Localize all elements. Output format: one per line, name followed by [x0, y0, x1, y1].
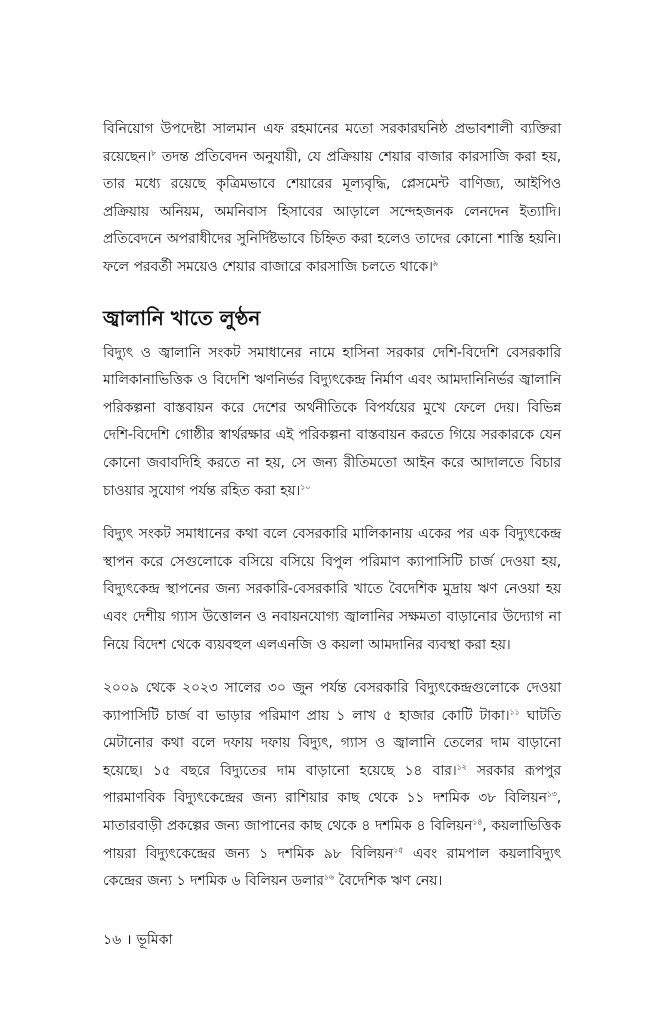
paragraph — [103, 116, 561, 282]
paragraph-text: ২০০৯ থেকে ২০২৩ সালের ৩০ জুন পর্যন্ত বেসরকারি বিদ্যুৎকেন্দ্রগুলোকে দেওয়া ক্যাপাসিটি চার্জ বা ভাড়ার পরিমাণ প্রায় ১ লাখ ৫ হাজার কোটি টাকা। — [103, 680, 561, 724]
footnote-ref: ১০ — [300, 481, 311, 491]
paragraph-text: , কয়লাভিত্তিক পায়রা বিদ্যুৎকেন্দ্রের জন্য ১ দশমিক ৯৮ বিলিয়ন — [103, 818, 561, 862]
paragraph — [103, 675, 561, 896]
footnote-ref: ১২ — [456, 762, 467, 772]
paragraph — [103, 340, 561, 506]
page-body — [103, 116, 561, 896]
footer-separator: । — [126, 932, 132, 948]
footnote-ref: ১৫ — [393, 845, 404, 854]
paragraph-text: বিদ্যুৎ সংকট সমাধানের কথা বলে বেসরকারি মালিকানায় একের পর এক বিদ্যুৎকেন্দ্র স্থাপন করে সেগুলোকে বসিয়ে বসিয়ে বিপুল পরিমাণ ক্যাপাসিটি চার্জ দেওয়া হয়, বিদ্যুৎকেন্দ্র স্থাপনের জন্য সরকারি-বেসরকারি খাতে বৈদেশিক মুদ্রায় ঋণ নেওয়া হয় এবং দেশীয় গ্যাস উত্তোলন ও নবায়নযোগ্য জ্বালানির সক্ষমতা বাড়ানোর উদ্যোগ না নিয়ে বিদেশ থেকে ব্যয়বহুল এলএনজি ও কয়লা আমদানির ব্যবস্থা করা হয়। — [103, 526, 561, 653]
page-footer — [103, 928, 173, 952]
footnote-ref: ৯ — [432, 258, 438, 268]
page-number: ১৬ — [103, 932, 122, 948]
footnote-ref: ১৩ — [546, 789, 557, 799]
paragraph-text: সরকার রূপপুর পারমাণবিক বিদ্যুৎকেন্দ্রের জন্য রাশিয়ার কাছ থেকে ১১ দশমিক ৩৮ বিলিয়ন — [103, 762, 561, 807]
footnote-ref: ১১ — [509, 707, 520, 717]
footnote-ref: ১৬ — [323, 872, 334, 882]
footnote-ref: ৮ — [151, 147, 157, 157]
section-heading: জ্বালানি খাতে লুণ্ঠন — [103, 305, 261, 330]
paragraph-text: বিদ্যুৎ ও জ্বালানি সংকট সমাধানের নামে হাসিনা সরকার দেশি-বিদেশি বেসরকারি মালিকানাভিত্তিক ও বিদেশি ঋণনির্ভর বিদ্যুৎকেন্দ্র নির্মাণ এবং আমদানিনির্ভর জ্বালানি পরিকল্পনা বাস্তবায়ন করে দেশের অর্থনীতিকে বিপর্যয়ের মুখে ফেলে দেয়। বিভিন্ন দেশি-বিদেশি গোষ্ঠীর স্বার্থরক্ষার এই পরিকল্পনা বাস্তবায়ন করতে গিয়ে সরকারকে যেন কোনো জবাবদিহি করতে না হয়, সে জন্য রীতিমতো আইন করে আদালতে বিচার চাওয়ার সুযোগ পর্যন্ত রহিত করা হয়। — [103, 344, 561, 499]
paragraph — [103, 521, 561, 659]
paragraph-text: ঘাটতি মেটানোর কথা বলে দফায় দফায় বিদ্যুৎ, গ্যাস ও জ্বালানি তেলের দাম বাড়ানো হয়েছে। ১৫ বছরে বিদ্যুতের দাম বাড়ানো হয়েছে ১৪ বার। — [103, 707, 561, 779]
footnote-ref: ১৪ — [472, 817, 483, 827]
paragraph-text: এবং রামপাল কয়লাবিদ্যুৎ কেন্দ্রের জন্য ১ দশমিক ৬ বিলিয়ন ডলার — [103, 845, 561, 890]
paragraph-text: বিনিয়োগ উপদেষ্টা সালমান এফ রহমানের মতো সরকারঘনিষ্ঠ প্রভাবশালী ব্যক্তিরা রয়েছেন। — [103, 121, 561, 165]
paragraph-text: , মাতারবাড়ী প্রকল্পের জন্য জাপানের কাছ থেকে ৪ দশমিক ৪ বিলিয়ন — [103, 790, 561, 835]
paragraph-text: তদন্ত প্রতিবেদন অনুযায়ী, যে প্রক্রিয়ায় শেয়ার বাজার কারসাজি করা হয়, তার মধ্যে রয়েছে কৃত্রিমভাবে শেয়ারের মূল্যবৃদ্ধি, প্লেসমেন্ট বাণিজ্য, আইপিও প্রক্রিয়ায় অনিয়ম, অমনিবাস হিসাবের আড়ালে সন্দেহজনক লেনদেন ইত্যাদি। প্রতিবেদনে অপরাধীদের সুনির্দিষ্টভাবে চিহ্নিত করা হলেও তাদের কোনো শাস্তি হয়নি। ফলে পরবর্তী সময়েও শেয়ার বাজারে কারসাজি চলতে থাকে। — [103, 148, 561, 275]
running-section-name: ভূমিকা — [136, 932, 173, 948]
paragraph-text: বৈদেশিক ঋণ নেয়। — [333, 873, 443, 890]
